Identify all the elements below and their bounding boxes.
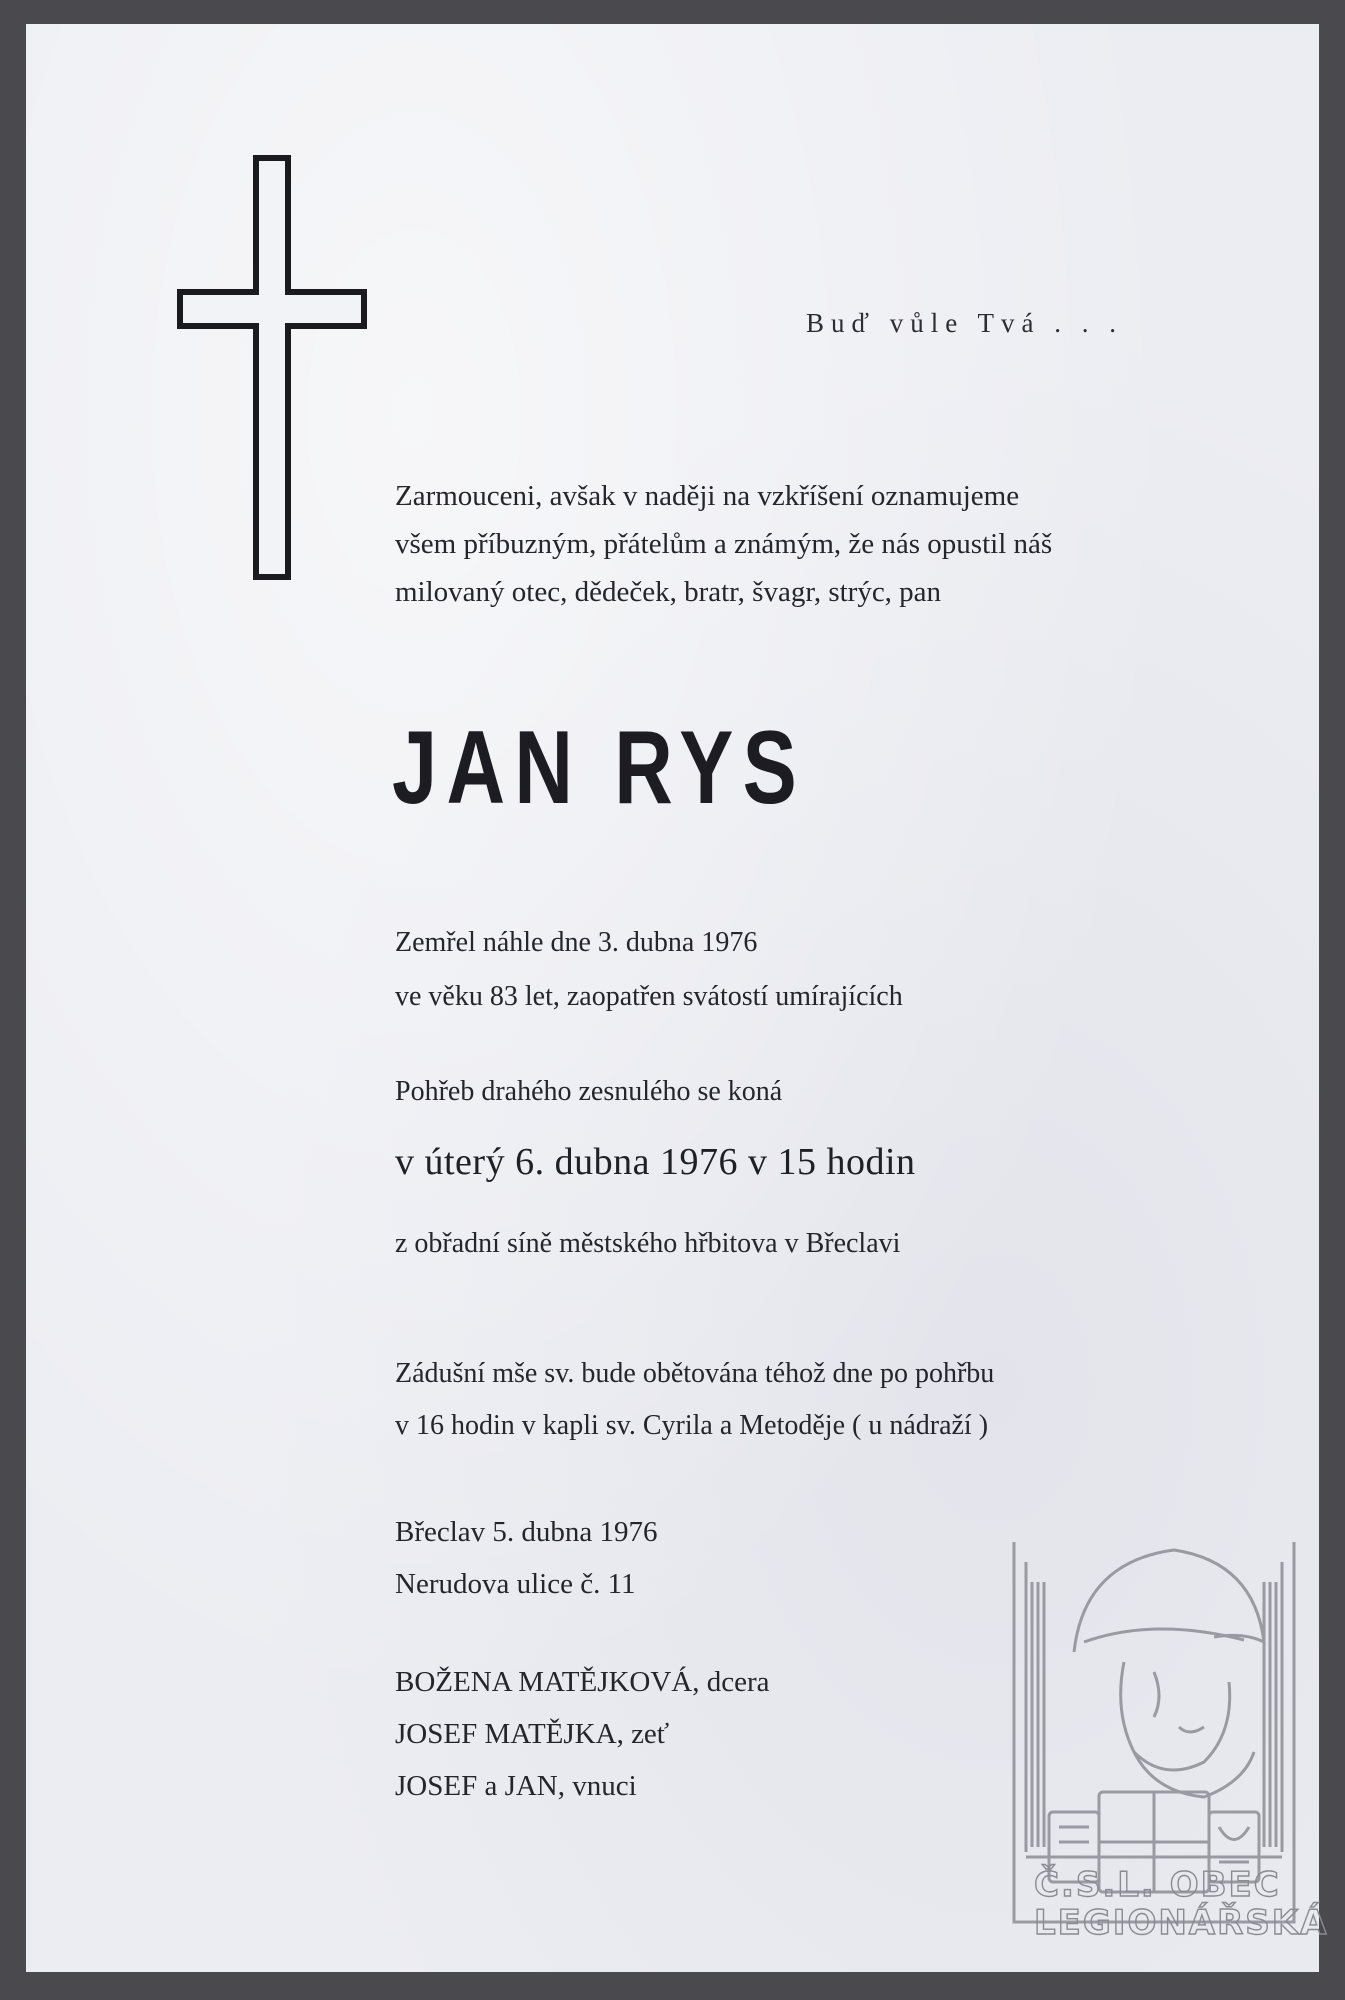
announcement-line: milovaný otec, dědeček, bratr, švagr, strýc, pan xyxy=(395,576,942,608)
deceased-name: JAN RYS xyxy=(392,710,807,826)
death-details xyxy=(395,916,903,1024)
funeral-intro xyxy=(395,1068,782,1116)
funeral-place xyxy=(395,1220,900,1268)
stamp-text-bottom: LEGIONÁŘSKÁ xyxy=(1034,1903,1329,1943)
place-and-date xyxy=(395,1506,658,1610)
mourner: BOŽENA MATĚJKOVÁ, dcera xyxy=(395,1666,770,1698)
death-date: Zemřel náhle dne 3. dubna 1976 xyxy=(395,927,758,958)
cross-icon xyxy=(172,150,372,585)
mourner: JOSEF MATĚJKA, zeť xyxy=(395,1718,670,1750)
memorial-mass xyxy=(395,1348,994,1452)
mass-line: Zádušní mše sv. bude obětována téhož dne po pohřbu xyxy=(395,1358,995,1389)
stamp-text-top: Č.S.L. OBEC xyxy=(1034,1865,1281,1905)
mourner: JOSEF a JAN, vnuci xyxy=(395,1770,637,1802)
issue-place-date: Břeclav 5. dubna 1976 xyxy=(395,1516,658,1548)
funeral-date: v úterý 6. dubna 1976 v 15 hodin xyxy=(395,1141,916,1183)
announcement-text xyxy=(395,472,1052,616)
mourners-list xyxy=(395,1656,770,1812)
announcement-line: Zarmouceni, avšak v naději na vzkříšení oznamujeme xyxy=(395,480,1020,512)
mass-line: v 16 hodin v kapli sv. Cyrila a Metoděje ( u nádraží ) xyxy=(395,1410,989,1441)
death-age: ve věku 83 let, zaopatřen svátostí umírajících xyxy=(395,981,903,1012)
address: Nerudova ulice č. 11 xyxy=(395,1568,636,1600)
motto: Buď vůle Tvá . . . xyxy=(806,308,1123,338)
funeral-intro-text: Pohřeb drahého zesnulého se koná xyxy=(395,1076,783,1107)
announcement-line: všem příbuzným, přátelům a známým, že nás opustil náš xyxy=(395,528,1053,560)
funeral-place-text: z obřadní síně městského hřbitova v Břeclavi xyxy=(395,1228,901,1259)
